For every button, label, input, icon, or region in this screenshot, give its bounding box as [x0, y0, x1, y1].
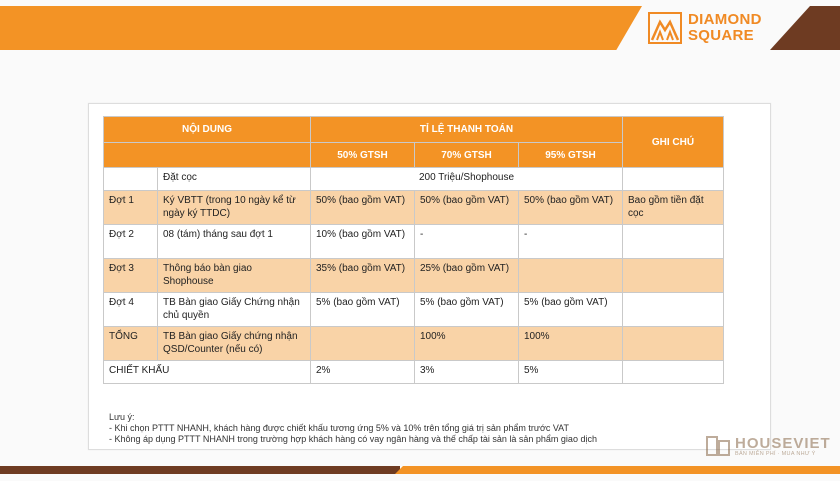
- table-row: [104, 293, 724, 327]
- header-brown-band: [770, 6, 840, 50]
- cell-phase: Đợt 1: [104, 191, 158, 225]
- houseviet-watermark: [705, 433, 831, 459]
- cell-50: 5% (bao gồm VAT): [311, 293, 415, 327]
- cell-70: 50% (bao gồm VAT): [415, 191, 519, 225]
- cell-discount-label: CHIẾT KHẤU: [104, 361, 311, 384]
- houseviet-logo-icon: [705, 433, 731, 459]
- header-orange-band: [0, 6, 642, 50]
- note-item: - Khi chọn PTTT NHANH, khách hàng được chiết khấu tương ứng 5% và 10% trên tổng giá trị sản phẩm trước VAT: [109, 423, 570, 433]
- cell-95: -: [519, 225, 623, 259]
- cell-desc: TB Bàn giao Giấy Chứng nhận chủ quyền: [158, 293, 311, 327]
- cell-desc: Thông báo bàn giao Shophouse: [158, 259, 311, 293]
- header-95: 95% GTSH: [519, 143, 623, 168]
- cell-phase: Đợt 2: [104, 225, 158, 259]
- brand-logo: [648, 12, 762, 44]
- cell-50: 35% (bao gồm VAT): [311, 259, 415, 293]
- houseviet-name: HOUSEVIET: [735, 434, 831, 452]
- note-item: - Không áp dụng PTTT NHANH trong trường hợp khách hàng có vay ngân hàng và thế chấp tài sản là sản phẩm giao dịch: [109, 434, 597, 444]
- header-content: NỘI DUNG: [104, 117, 311, 143]
- houseviet-tagline: BÁN MIỄN PHÍ · MUA NHƯ Ý: [735, 450, 816, 457]
- cell-phase: Đợt 4: [104, 293, 158, 327]
- table-row: [104, 259, 724, 293]
- header-payment-ratio: TỈ LỆ THANH TOÁN: [311, 117, 623, 143]
- cell-desc: TB Bàn giao Giấy chứng nhận QSD/Counter (nếu có): [158, 327, 311, 361]
- payment-plan-card: [88, 103, 771, 450]
- cell-50: 2%: [311, 361, 415, 384]
- notes-title: Lưu ý:: [109, 412, 135, 422]
- cell-deposit-value: 200 Triệu/Shophouse: [311, 168, 623, 191]
- cell-70: 5% (bao gồm VAT): [415, 293, 519, 327]
- cell-blank: [623, 168, 724, 191]
- cell-50: 50% (bao gồm VAT): [311, 191, 415, 225]
- cell-note: [623, 259, 724, 293]
- footer-orange-band: [395, 466, 840, 474]
- notes-section: [109, 412, 597, 445]
- cell-70: 25% (bao gồm VAT): [415, 259, 519, 293]
- header-blank: [104, 143, 311, 168]
- cell-70: -: [415, 225, 519, 259]
- cell-70: 100%: [415, 327, 519, 361]
- cell-deposit-label: Đặt cọc: [158, 168, 311, 191]
- cell-phase: TỔNG: [104, 327, 158, 361]
- footer-bar: [0, 466, 840, 481]
- table-row-discount: [104, 361, 724, 384]
- header-bar: [0, 0, 840, 52]
- cell-desc: Ký VBTT (trong 10 ngày kể từ ngày ký TTDC): [158, 191, 311, 225]
- cell-95: 50% (bao gồm VAT): [519, 191, 623, 225]
- cell-blank: [623, 361, 724, 384]
- cell-note: [623, 293, 724, 327]
- cell-70: 3%: [415, 361, 519, 384]
- header-70: 70% GTSH: [415, 143, 519, 168]
- logo-text-line1: DIAMOND: [688, 11, 762, 28]
- cell-note: Bao gồm tiền đặt cọc: [623, 191, 724, 225]
- cell-50: [311, 327, 415, 361]
- header-note: GHI CHÚ: [623, 117, 724, 168]
- cell-note: [623, 225, 724, 259]
- cell-95: [519, 259, 623, 293]
- footer-brown-band: [0, 466, 400, 474]
- cell-95: 5% (bao gồm VAT): [519, 293, 623, 327]
- cell-phase: Đợt 3: [104, 259, 158, 293]
- table-row-deposit: [104, 168, 724, 191]
- cell-50: 10% (bao gồm VAT): [311, 225, 415, 259]
- cell-95: 5%: [519, 361, 623, 384]
- table-row: [104, 191, 724, 225]
- cell-desc: 08 (tám) tháng sau đợt 1: [158, 225, 311, 259]
- header-50: 50% GTSH: [311, 143, 415, 168]
- cell-note: [623, 327, 724, 361]
- cell-95: 100%: [519, 327, 623, 361]
- cell-blank: [104, 168, 158, 191]
- table-row-total: [104, 327, 724, 361]
- logo-text-line2: SQUARE: [688, 27, 754, 44]
- diamond-square-logo-icon: [648, 12, 682, 44]
- payment-table: [103, 116, 724, 384]
- table-row: [104, 225, 724, 259]
